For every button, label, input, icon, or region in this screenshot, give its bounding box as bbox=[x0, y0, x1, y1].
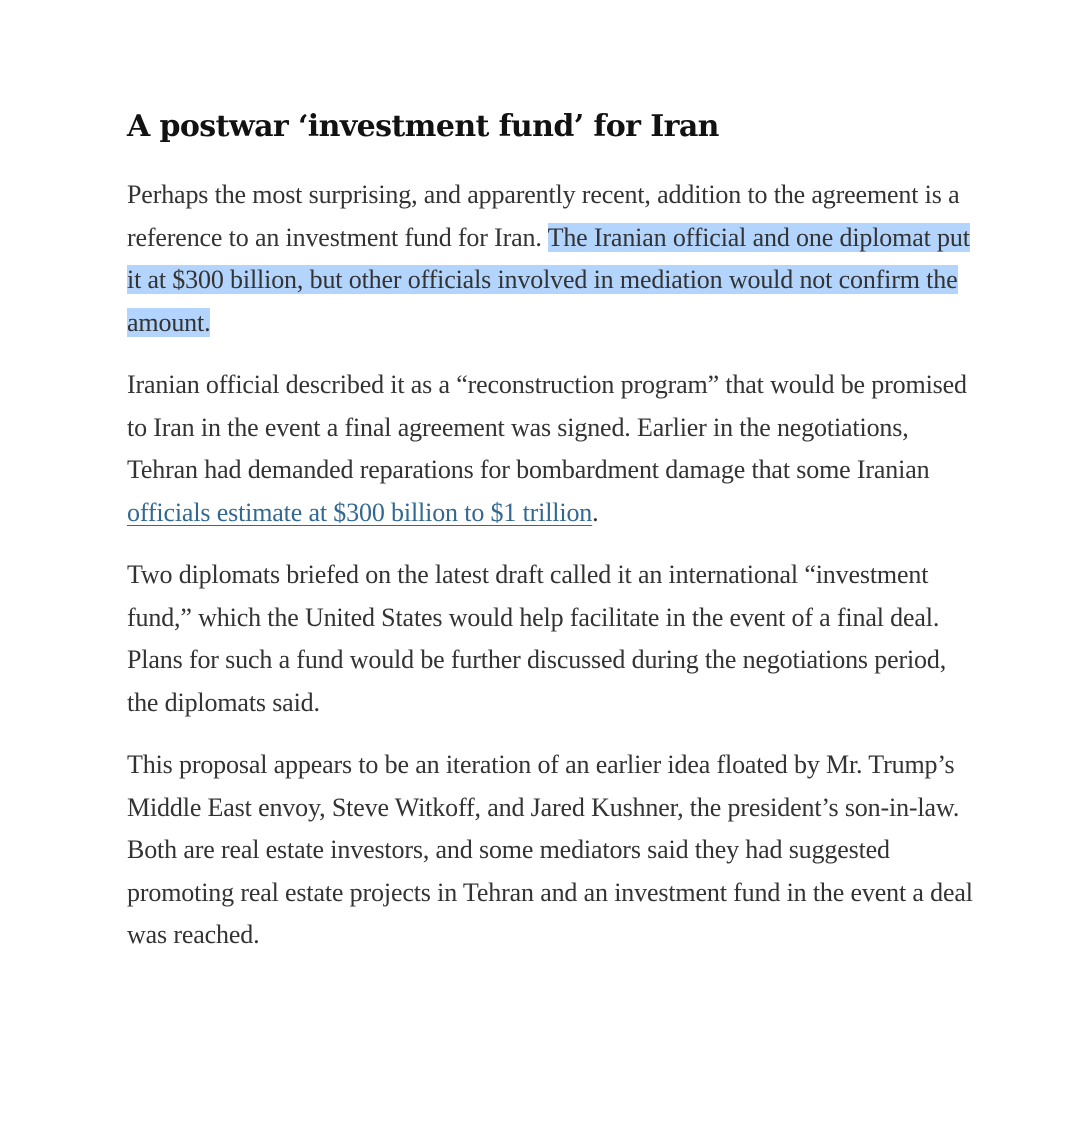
reparations-estimate-link[interactable]: officials estimate at $300 billion to $1 trillion bbox=[127, 497, 593, 527]
article-body bbox=[127, 106, 977, 977]
section-heading: A postwar ‘investment fund’ for Iran bbox=[127, 109, 719, 144]
paragraph-3: Two diplomats briefed on the latest draft called it an international “investment fund,” which the United States would help facilitate in the event of a final deal. Plans for such a fund would be further discussed during the negotiations period, the diplomats said. bbox=[127, 560, 947, 717]
paragraph-4: This proposal appears to be an iteration of an earlier idea floated by Mr. Trump’s Middle East envoy, Steve Witkoff, and Jared Kushner, the president’s son-in-law. Both are real estate investors, and some mediators said they had suggested promoting real estate projects in Tehran and an investment fund in the event a deal was reached. bbox=[127, 750, 973, 949]
paragraph-2-text: Iranian official described it as a “reconstruction program” that would be promised to Iran in the event a final agreement was signed. Earlier in the negotiations, Tehran had demanded reparations for bombardment damage that some Iranian bbox=[127, 370, 967, 484]
selected-text-highlight[interactable]: The Iranian official and one diplomat put it at $300 billion, but other officials involved in mediation would not confirm the amount. bbox=[127, 222, 970, 337]
paragraph-1 bbox=[127, 174, 977, 344]
paragraph-2-end: . bbox=[592, 497, 599, 527]
paragraph-1-text: Perhaps the most surprising, and apparently recent, addition to the agreement is a reference to an investment fund for Iran. bbox=[127, 180, 960, 252]
paragraph-2 bbox=[127, 364, 977, 534]
